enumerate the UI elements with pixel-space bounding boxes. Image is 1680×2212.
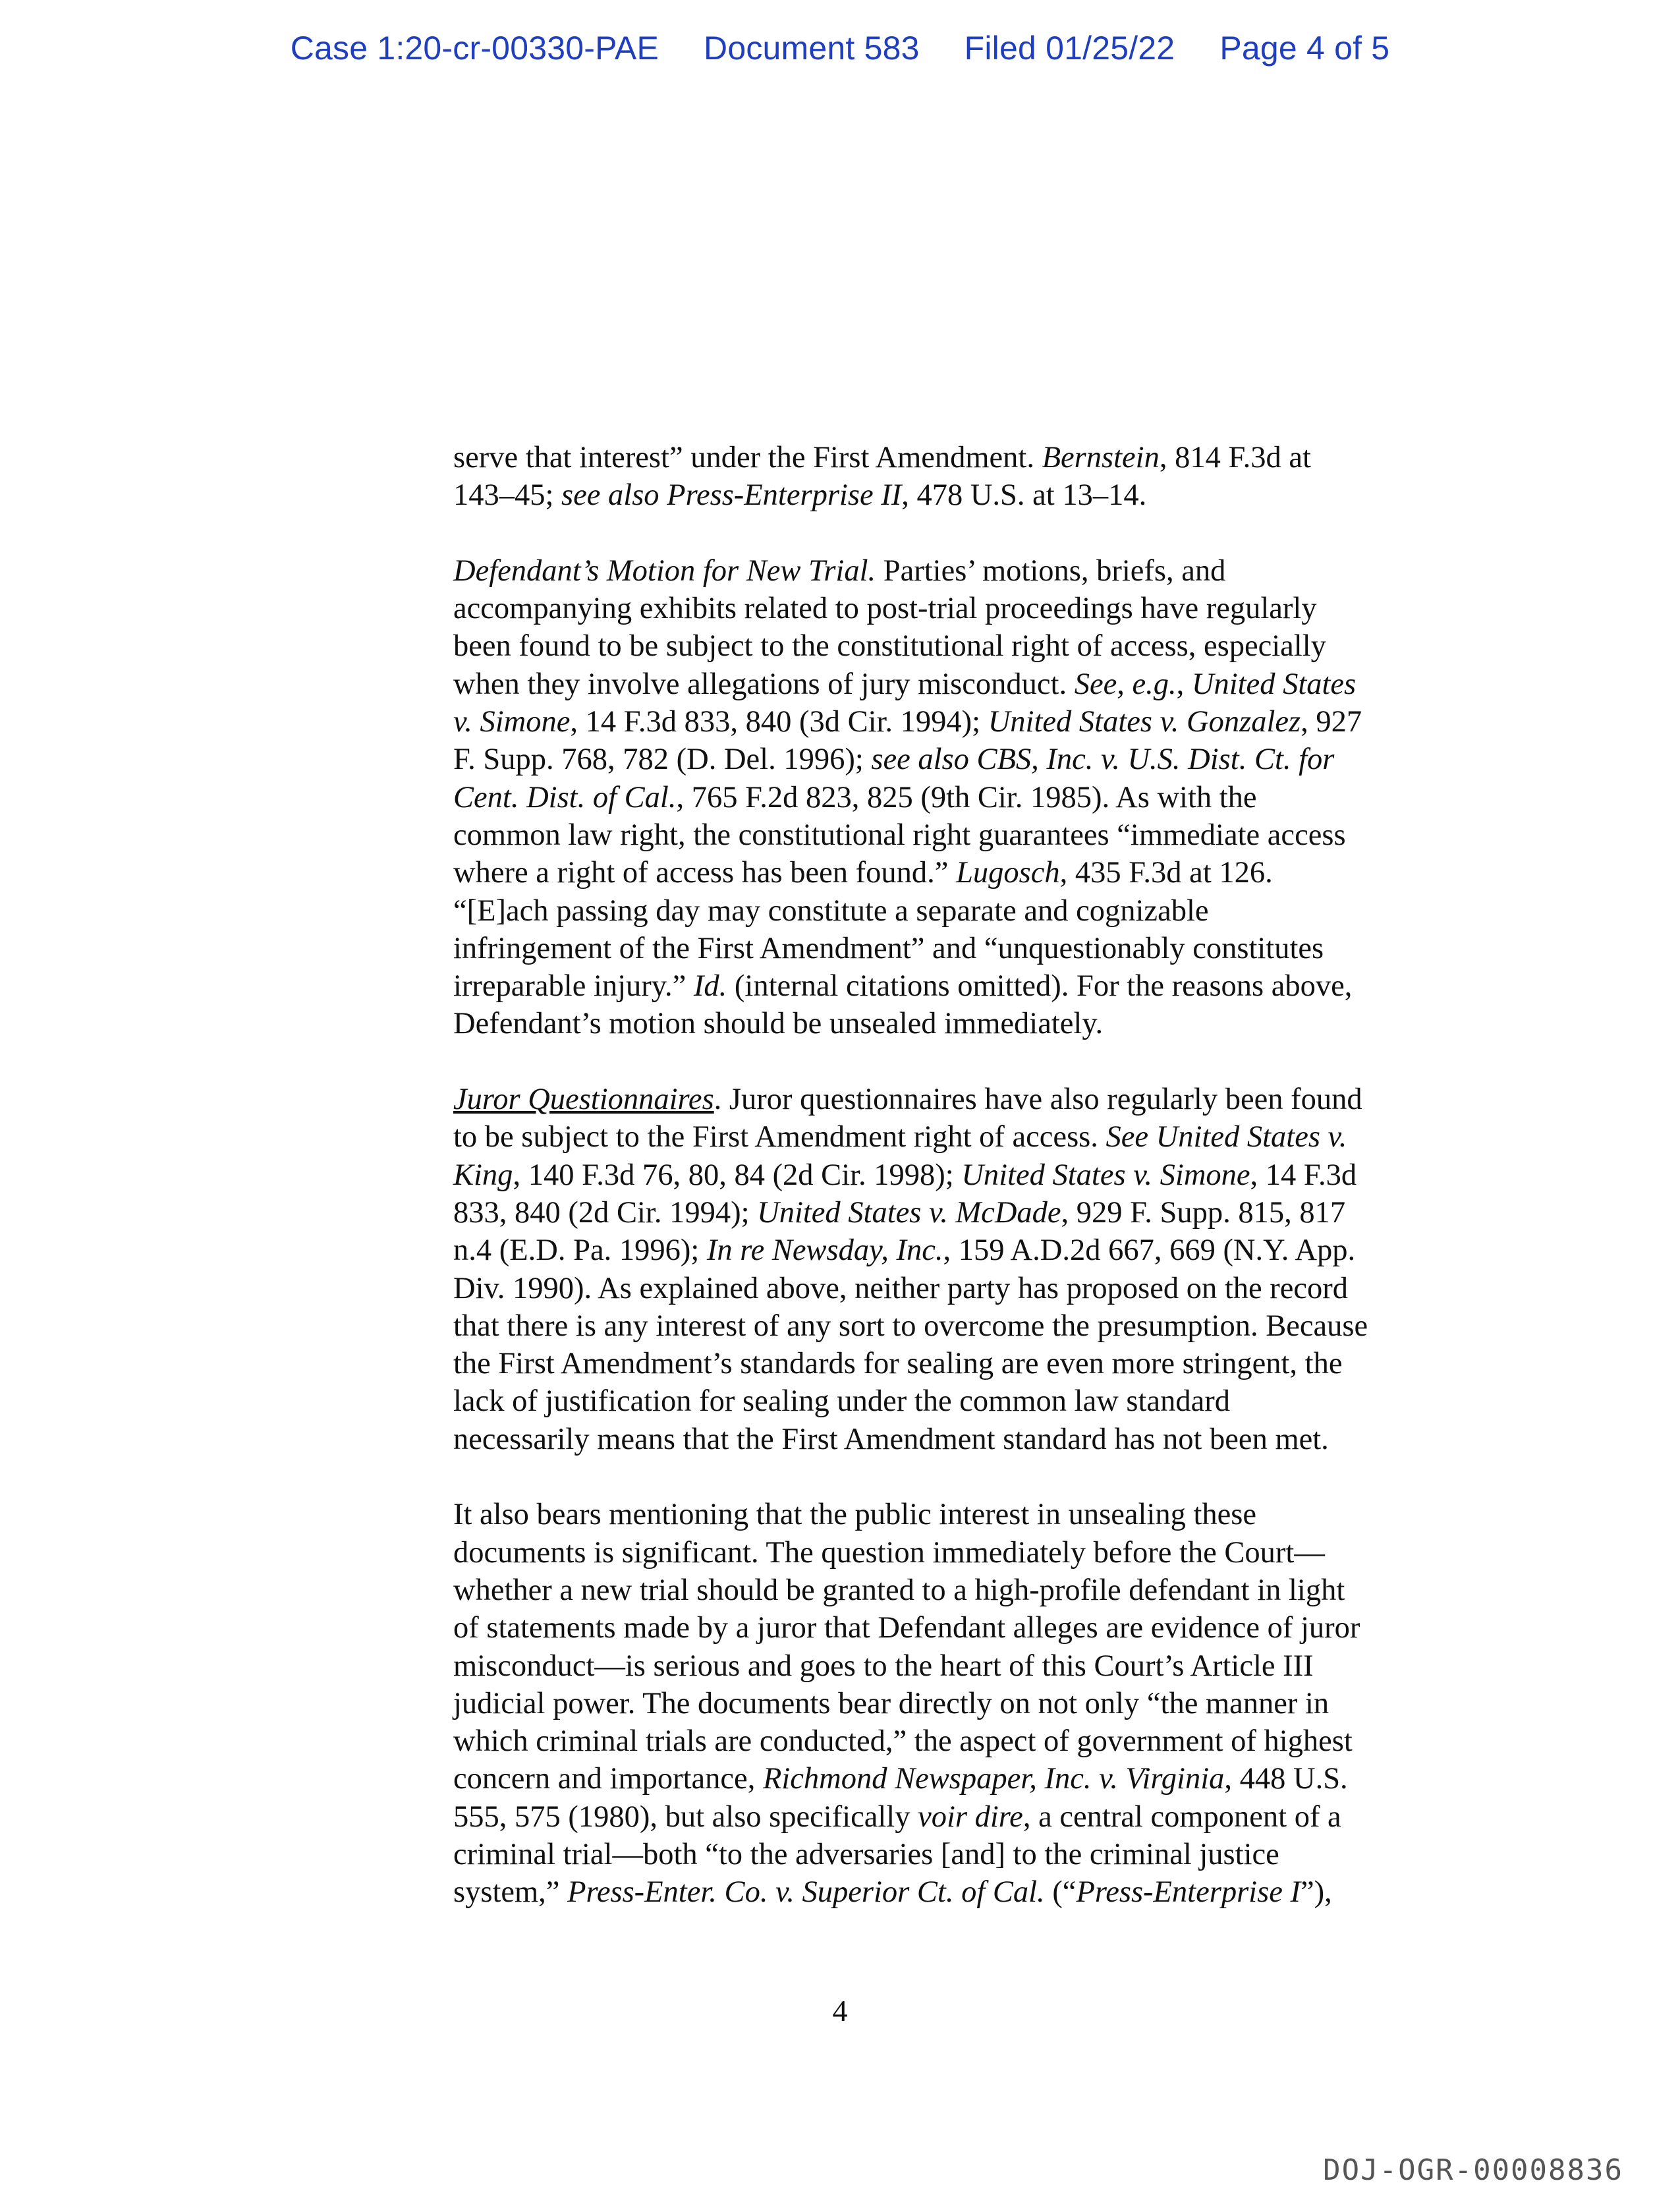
- text-line: [453, 1609, 1455, 1647]
- text-line: [453, 1421, 1455, 1458]
- case-number: Case 1:20-cr-00330-PAE: [290, 30, 659, 67]
- text-line: [453, 1382, 1455, 1420]
- citation-italic: Juror Questionnaires: [453, 1083, 714, 1117]
- text-line: [453, 1760, 1455, 1798]
- text-run: criminal trial—both “to the adversaries [and] to the criminal justice: [453, 1837, 1279, 1871]
- text-line: [453, 666, 1455, 703]
- text-run: , 159 A.D.2d 667, 669 (N.Y. App.: [943, 1234, 1356, 1268]
- text-run: which criminal trials are conducted,” the aspect of government of highest: [453, 1724, 1353, 1759]
- text-line: [453, 1722, 1455, 1760]
- text-run: ,: [1176, 667, 1192, 701]
- text-run: irreparable injury.”: [453, 969, 694, 1004]
- text-run: , 14 F.3d 833, 840 (3d Cir. 1994);: [570, 705, 988, 739]
- text-line: [453, 1118, 1455, 1156]
- text-line: [453, 930, 1455, 967]
- citation-italic: see also CBS, Inc. v. U.S. Dist. Ct. for: [871, 743, 1335, 777]
- text-run: , 765 F.2d 823, 825 (9th Cir. 1985). As with the: [676, 780, 1257, 814]
- text-run: , 140 F.3d 76, 80, 84 (2d Cir. 1998);: [513, 1158, 962, 1192]
- text-run: system,”: [453, 1875, 568, 1910]
- citation-italic: United States v. Gonzalez: [988, 705, 1301, 739]
- citation-italic: v. Simone: [453, 705, 571, 739]
- text-line: [453, 779, 1455, 816]
- text-line: [453, 590, 1455, 627]
- text-run: where a right of access has been found.”: [453, 856, 957, 890]
- text-line: [453, 552, 1455, 590]
- text-run: 833, 840 (2d Cir. 1994);: [453, 1195, 758, 1230]
- text-run: 143–45;: [453, 478, 562, 513]
- citation-italic: Bernstein: [1042, 441, 1160, 474]
- text-run: concern and importance,: [453, 1762, 763, 1796]
- text-run: , 929 F. Supp. 815, 817: [1061, 1195, 1346, 1230]
- text-run: been found to be subject to the constitutional right of access, especially: [453, 629, 1326, 664]
- text-line: [453, 1496, 1455, 1533]
- text-line: [453, 1307, 1455, 1345]
- text-run: , 14 F.3d: [1250, 1158, 1357, 1192]
- text-line: [453, 1345, 1455, 1382]
- text-run: whether a new trial should be granted to a high-profile defendant in light: [453, 1573, 1345, 1607]
- text-run: (“: [1044, 1875, 1077, 1910]
- paragraph: [453, 1496, 1455, 1911]
- text-run: documents is significant. The question immediately before the Court—: [453, 1535, 1325, 1570]
- text-line: [453, 967, 1455, 1005]
- text-run: n.4 (E.D. Pa. 1996);: [453, 1234, 707, 1268]
- citation-italic: Id.: [693, 969, 727, 1004]
- text-run: (internal citations omitted). For the reasons above,: [727, 969, 1353, 1004]
- text-line: [453, 816, 1455, 854]
- text-run: common law right, the constitutional right guarantees “immediate access: [453, 818, 1346, 852]
- text-run: , 478 U.S. at 13–14.: [901, 478, 1147, 513]
- text-line: [453, 439, 1455, 476]
- text-run: . Juror questionnaires have also regularly been found: [714, 1083, 1362, 1117]
- text-line: [453, 1647, 1455, 1685]
- text-run: to be subject to the First Amendment right of access.: [453, 1120, 1106, 1154]
- citation-italic: Press-Enterprise I: [1076, 1875, 1301, 1910]
- text-run: Defendant’s motion should be unsealed immediately.: [453, 1007, 1104, 1041]
- page-indicator: Page 4 of 5: [1219, 30, 1390, 67]
- filed-date: Filed 01/25/22: [964, 30, 1175, 67]
- citation-italic: Defendant’s Motion for New Trial.: [453, 553, 876, 588]
- citation-italic: Richmond Newspaper, Inc. v. Virginia: [762, 1762, 1225, 1796]
- text-line: [453, 1232, 1455, 1269]
- text-run: , 448 U.S.: [1224, 1762, 1348, 1796]
- text-run: infringement of the First Amendment” and “unquestionably constitutes: [453, 931, 1324, 965]
- text-run: serve that interest” under the First Amendment.: [453, 441, 1042, 474]
- text-run: , 435 F.3d at 126.: [1059, 856, 1273, 890]
- text-run: the First Amendment’s standards for sealing are even more stringent, the: [453, 1347, 1343, 1381]
- bates-number: DOJ-OGR-00008836: [1323, 2153, 1623, 2187]
- text-line: [453, 1572, 1455, 1609]
- text-line: [453, 1005, 1455, 1042]
- text-run: of statements made by a juror that Defendant alleges are evidence of juror: [453, 1611, 1360, 1645]
- citation-italic: Press-Enter. Co. v. Superior Ct. of Cal.: [567, 1875, 1045, 1910]
- text-run: F. Supp. 768, 782 (D. Del. 1996);: [453, 743, 872, 777]
- citation-italic: United States v. McDade: [757, 1195, 1061, 1230]
- text-line: [453, 627, 1455, 665]
- text-line: [453, 1156, 1455, 1194]
- paragraph: [453, 1081, 1455, 1458]
- page-number: 4: [832, 1994, 848, 2028]
- text-line: [453, 1270, 1455, 1307]
- text-run: 555, 575 (1980), but also specifically: [453, 1800, 918, 1834]
- citation-italic: United States: [1191, 667, 1357, 701]
- citation-italic: See United States v.: [1106, 1120, 1347, 1154]
- text-run: , 927: [1301, 705, 1362, 739]
- text-line: [453, 1081, 1455, 1118]
- text-line: [453, 1836, 1455, 1873]
- document-number: Document 583: [704, 30, 920, 67]
- paragraph: [453, 552, 1455, 1043]
- text-run: misconduct—is serious and goes to the heart of this Court’s Article III: [453, 1649, 1314, 1683]
- citation-italic: King: [453, 1158, 513, 1192]
- citation-italic: see also Press-Enterprise II: [561, 478, 902, 513]
- text-line: [453, 703, 1455, 741]
- text-run: that there is any interest of any sort to overcome the presumption. Because: [453, 1309, 1368, 1343]
- text-run: necessarily means that the First Amendment standard has not been met.: [453, 1422, 1329, 1456]
- citation-italic: United States v. Simone: [961, 1158, 1250, 1192]
- text-run: ”),: [1300, 1875, 1332, 1910]
- text-line: [453, 476, 1455, 514]
- text-line: [453, 1873, 1455, 1911]
- text-line: [453, 892, 1455, 930]
- text-line: [453, 1798, 1455, 1836]
- citation-italic: See, e.g.: [1074, 667, 1177, 701]
- text-run: lack of justification for sealing under the common law standard: [453, 1384, 1230, 1419]
- text-run: accompanying exhibits related to post-trial proceedings have regularly: [453, 592, 1317, 626]
- text-run: , a central component of a: [1022, 1800, 1341, 1834]
- case-header: [0, 29, 1680, 67]
- paragraph: [453, 439, 1455, 515]
- text-line: [453, 1685, 1455, 1722]
- citation-italic: voir dire: [918, 1800, 1023, 1834]
- citation-italic: Lugosch: [956, 856, 1060, 890]
- text-run: Div. 1990). As explained above, neither party has proposed on the record: [453, 1271, 1349, 1305]
- text-run: , 814 F.3d at: [1159, 441, 1311, 474]
- text-run: It also bears mentioning that the public interest in unsealing these: [453, 1498, 1257, 1532]
- text-run: “[E]ach passing day may constitute a separate and cognizable: [453, 893, 1209, 928]
- text-run: Parties’ motions, briefs, and: [876, 553, 1226, 588]
- citation-italic: In re Newsday, Inc.: [706, 1234, 943, 1268]
- text-run: judicial power. The documents bear directly on not only “the manner in: [453, 1686, 1330, 1720]
- text-line: [453, 1534, 1455, 1572]
- text-line: [453, 1194, 1455, 1232]
- citation-italic: Cent. Dist. of Cal.: [453, 780, 677, 814]
- text-run: when they involve allegations of jury misconduct.: [453, 667, 1075, 701]
- text-line: [453, 854, 1455, 892]
- document-body: [453, 439, 1455, 1949]
- text-line: [453, 741, 1455, 778]
